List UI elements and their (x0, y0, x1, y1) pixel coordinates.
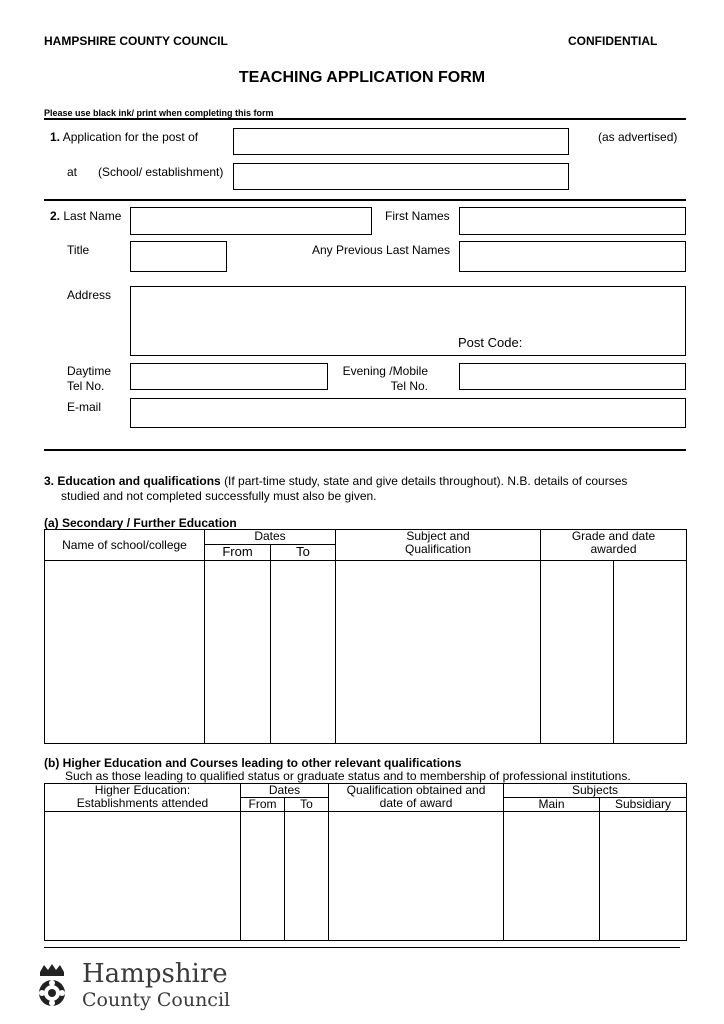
secondary-subject-cell[interactable] (336, 561, 541, 744)
col-grade-line2: awarded (590, 542, 637, 556)
col-he-line2: Establishments attended (76, 796, 209, 810)
col-subject-line2: Qualification (404, 542, 472, 556)
higher-education-table (44, 783, 687, 941)
secondary-education-table (44, 529, 687, 744)
secondary-from-cell[interactable] (205, 561, 271, 744)
school-label: (School/ establishment) (98, 165, 224, 179)
section-divider (44, 199, 686, 201)
col-grade-line1: Grade and date (571, 529, 656, 543)
evening-tel-text: Tel No. (390, 379, 428, 393)
logo-hampshire: Hampshire (82, 959, 228, 989)
last-name-text: Last Name (63, 209, 122, 223)
post-input[interactable] (233, 128, 569, 155)
secondary-heading: (a) Secondary / Further Education (44, 516, 237, 530)
evening-tel-label (340, 364, 428, 394)
section3-number: 3. (44, 474, 55, 488)
as-advertised-label: (as advertised) (598, 130, 678, 144)
higher-subsidiary-cell[interactable] (600, 812, 687, 941)
footer-divider (44, 947, 680, 948)
school-input[interactable] (233, 163, 569, 190)
higher-establishment-cell[interactable] (45, 812, 241, 941)
confidential-label: CONFIDENTIAL (568, 34, 658, 48)
education-intro (44, 474, 664, 504)
title-input[interactable] (130, 241, 227, 272)
email-input[interactable] (130, 398, 686, 428)
col-from-header: From (241, 798, 285, 812)
education-note-line1: (If part-time study, state and give details throughout). N.B. details of courses (224, 474, 628, 488)
previous-names-input[interactable] (459, 241, 686, 272)
education-note-line2: studied and not completed successfully must also be given. (61, 489, 377, 503)
col-qual-line2: date of award (379, 796, 453, 810)
col-grade-header (541, 530, 687, 561)
logo-county-council: County Council (82, 989, 231, 1011)
col-school-header: Name of school/college (45, 530, 205, 561)
higher-from-cell[interactable] (241, 812, 285, 941)
col-qual-line1: Qualification obtained and (346, 783, 486, 797)
col-to-header: To (285, 798, 329, 812)
col-subject-header (336, 530, 541, 561)
address-label: Address (67, 288, 112, 302)
col-dates-header: Dates (241, 784, 329, 798)
council-name: HAMPSHIRE COUNTY COUNCIL (44, 34, 228, 48)
email-label: E-mail (67, 400, 102, 414)
secondary-grade-cell[interactable] (541, 561, 614, 744)
col-qual-header (329, 784, 504, 812)
last-name-label (50, 209, 121, 223)
section1-number: 1. (50, 130, 61, 144)
form-title: TEACHING APPLICATION FORM (238, 69, 486, 86)
col-he-header (45, 784, 241, 812)
higher-subheading: Such as those leading to qualified status or graduate status and to membership of professional institutions. (65, 769, 631, 783)
post-code-label: Post Code: (458, 335, 523, 350)
evening-mobile-text: Evening /Mobile (342, 364, 428, 378)
last-name-input[interactable] (130, 207, 372, 235)
first-names-label: First Names (385, 209, 450, 223)
daytime-tel-text: Tel No. (67, 379, 105, 393)
secondary-date-cell[interactable] (614, 561, 687, 744)
section2-number: 2. (50, 209, 61, 223)
address-input[interactable] (130, 286, 686, 356)
higher-heading: (b) Higher Education and Courses leading to other relevant qualifications (44, 756, 462, 770)
col-subsidiary-header: Subsidiary (600, 798, 687, 812)
higher-to-cell[interactable] (285, 812, 329, 941)
county-crest-icon (32, 962, 72, 1012)
section1-label (50, 130, 198, 144)
secondary-to-cell[interactable] (271, 561, 336, 744)
col-main-header: Main (504, 798, 600, 812)
col-dates-header: Dates (205, 530, 336, 545)
higher-qual-cell[interactable] (329, 812, 504, 941)
previous-names-label: Any Previous Last Names (312, 243, 451, 257)
col-subjects-header: Subjects (504, 784, 687, 798)
higher-main-cell[interactable] (504, 812, 600, 941)
evening-tel-input[interactable] (459, 363, 686, 390)
first-names-input[interactable] (459, 207, 686, 235)
section-divider (44, 449, 686, 451)
at-label: at (67, 165, 78, 179)
post-label: Application for the post of (62, 130, 199, 144)
title-label: Title (67, 243, 90, 257)
education-heading: Education and qualifications (57, 474, 221, 488)
secondary-school-cell[interactable] (45, 561, 205, 744)
daytime-text: Daytime (67, 364, 112, 378)
daytime-tel-input[interactable] (130, 363, 328, 390)
section-divider (44, 118, 686, 120)
col-he-line1: Higher Education: (94, 783, 191, 797)
instruction-text: Please use black ink/ print when completing this form (44, 108, 274, 118)
col-to-header: To (271, 545, 336, 561)
col-from-header: From (205, 545, 271, 561)
daytime-tel-label (67, 364, 111, 394)
col-subject-line1: Subject and (406, 529, 470, 543)
